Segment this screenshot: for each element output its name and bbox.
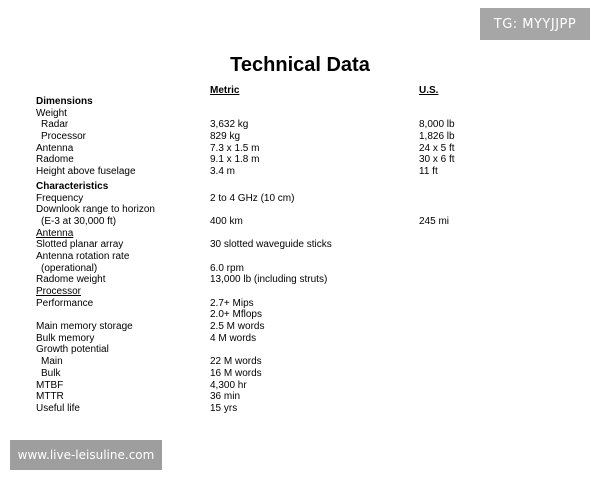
us-value: 11 ft <box>419 166 438 178</box>
us-value: 24 x 5 ft <box>419 142 455 154</box>
watermark-url: www.live-leisuline.com <box>10 440 162 470</box>
row-label: Radar <box>41 119 69 131</box>
row-label: Radome weight <box>36 274 106 286</box>
metric-value: 4 M words <box>210 332 257 344</box>
section-heading: Antenna <box>36 227 74 239</box>
table-row <box>36 380 566 392</box>
table-row <box>36 181 566 193</box>
table-row <box>36 298 566 310</box>
table-row <box>36 263 566 275</box>
table-row <box>36 251 566 263</box>
row-label: MTBF <box>36 379 64 391</box>
row-label: Performance <box>36 297 94 309</box>
table-row <box>36 193 566 205</box>
metric-value: 2.5 M words <box>210 321 265 333</box>
row-label: Height above fuselage <box>36 166 136 178</box>
table-row <box>36 368 566 380</box>
table-row <box>36 131 566 143</box>
row-label: Downlook range to horizon <box>36 204 155 216</box>
table-row <box>36 344 566 356</box>
us-value: 1,826 lb <box>419 131 455 143</box>
column-header-metric: Metric <box>210 85 240 96</box>
row-label: Processor <box>41 131 87 143</box>
metric-value: 13,000 lb (including struts) <box>210 274 328 286</box>
metric-value: 7.3 x 1.5 m <box>210 142 260 154</box>
row-label: Antenna <box>36 142 74 154</box>
column-header-us: U.S. <box>419 85 439 96</box>
row-label: MTTR <box>36 391 64 403</box>
technical-data-table <box>36 96 566 415</box>
section-heading: Processor <box>36 286 82 297</box>
metric-value: 3.4 m <box>210 166 236 178</box>
section-heading: Dimensions <box>36 96 93 107</box>
row-label: Radome <box>36 154 74 166</box>
table-row <box>36 321 566 333</box>
row-label: Bulk <box>41 367 61 379</box>
table-row <box>36 391 566 403</box>
table-row <box>36 333 566 345</box>
metric-value: 2.7+ Mips <box>210 297 254 309</box>
us-value: 245 mi <box>419 215 450 227</box>
row-label: Bulk memory <box>36 332 95 344</box>
table-row <box>36 309 566 321</box>
us-value: 30 x 6 ft <box>419 154 455 166</box>
metric-value: 22 M words <box>210 356 262 368</box>
metric-value: 16 M words <box>210 367 262 379</box>
metric-value: 4,300 hr <box>210 379 247 391</box>
table-row <box>36 403 566 415</box>
row-label: Antenna rotation rate <box>36 250 130 262</box>
metric-value: 2 to 4 GHz (10 cm) <box>210 192 295 204</box>
row-label: Slotted planar array <box>36 239 124 251</box>
table-row <box>36 356 566 368</box>
table-row <box>36 216 566 228</box>
row-label: Frequency <box>36 192 84 204</box>
row-label: (E-3 at 30,000 ft) <box>41 215 117 227</box>
table-row <box>36 108 566 120</box>
page-title: Technical Data <box>230 54 370 76</box>
row-label: Growth potential <box>36 344 109 356</box>
metric-value: 15 yrs <box>210 402 238 414</box>
metric-value: 2.0+ Mflops <box>210 309 262 321</box>
table-row <box>36 274 566 286</box>
row-label: Useful life <box>36 402 80 414</box>
metric-value: 36 min <box>210 391 241 403</box>
table-row <box>36 204 566 216</box>
row-label: Main <box>41 356 63 368</box>
table-row <box>36 96 566 108</box>
table-row <box>36 239 566 251</box>
row-label: Main memory storage <box>36 321 133 333</box>
table-row <box>36 286 566 298</box>
metric-value: 9.1 x 1.8 m <box>210 154 260 166</box>
table-row <box>36 143 566 155</box>
metric-value: 829 kg <box>210 131 241 143</box>
us-value: 8,000 lb <box>419 119 455 131</box>
metric-value: 30 slotted waveguide sticks <box>210 239 332 251</box>
table-row <box>36 166 566 178</box>
table-row <box>36 228 566 240</box>
section-heading: Characteristics <box>36 180 109 192</box>
table-row <box>36 154 566 166</box>
row-label: Weight <box>36 107 67 119</box>
table-row <box>36 119 566 131</box>
metric-value: 400 km <box>210 215 243 227</box>
metric-value: 3,632 kg <box>210 119 249 131</box>
metric-value: 6.0 rpm <box>210 262 244 274</box>
watermark-badge: TG: MYYJJPP <box>480 8 590 40</box>
row-label: (operational) <box>41 262 98 274</box>
